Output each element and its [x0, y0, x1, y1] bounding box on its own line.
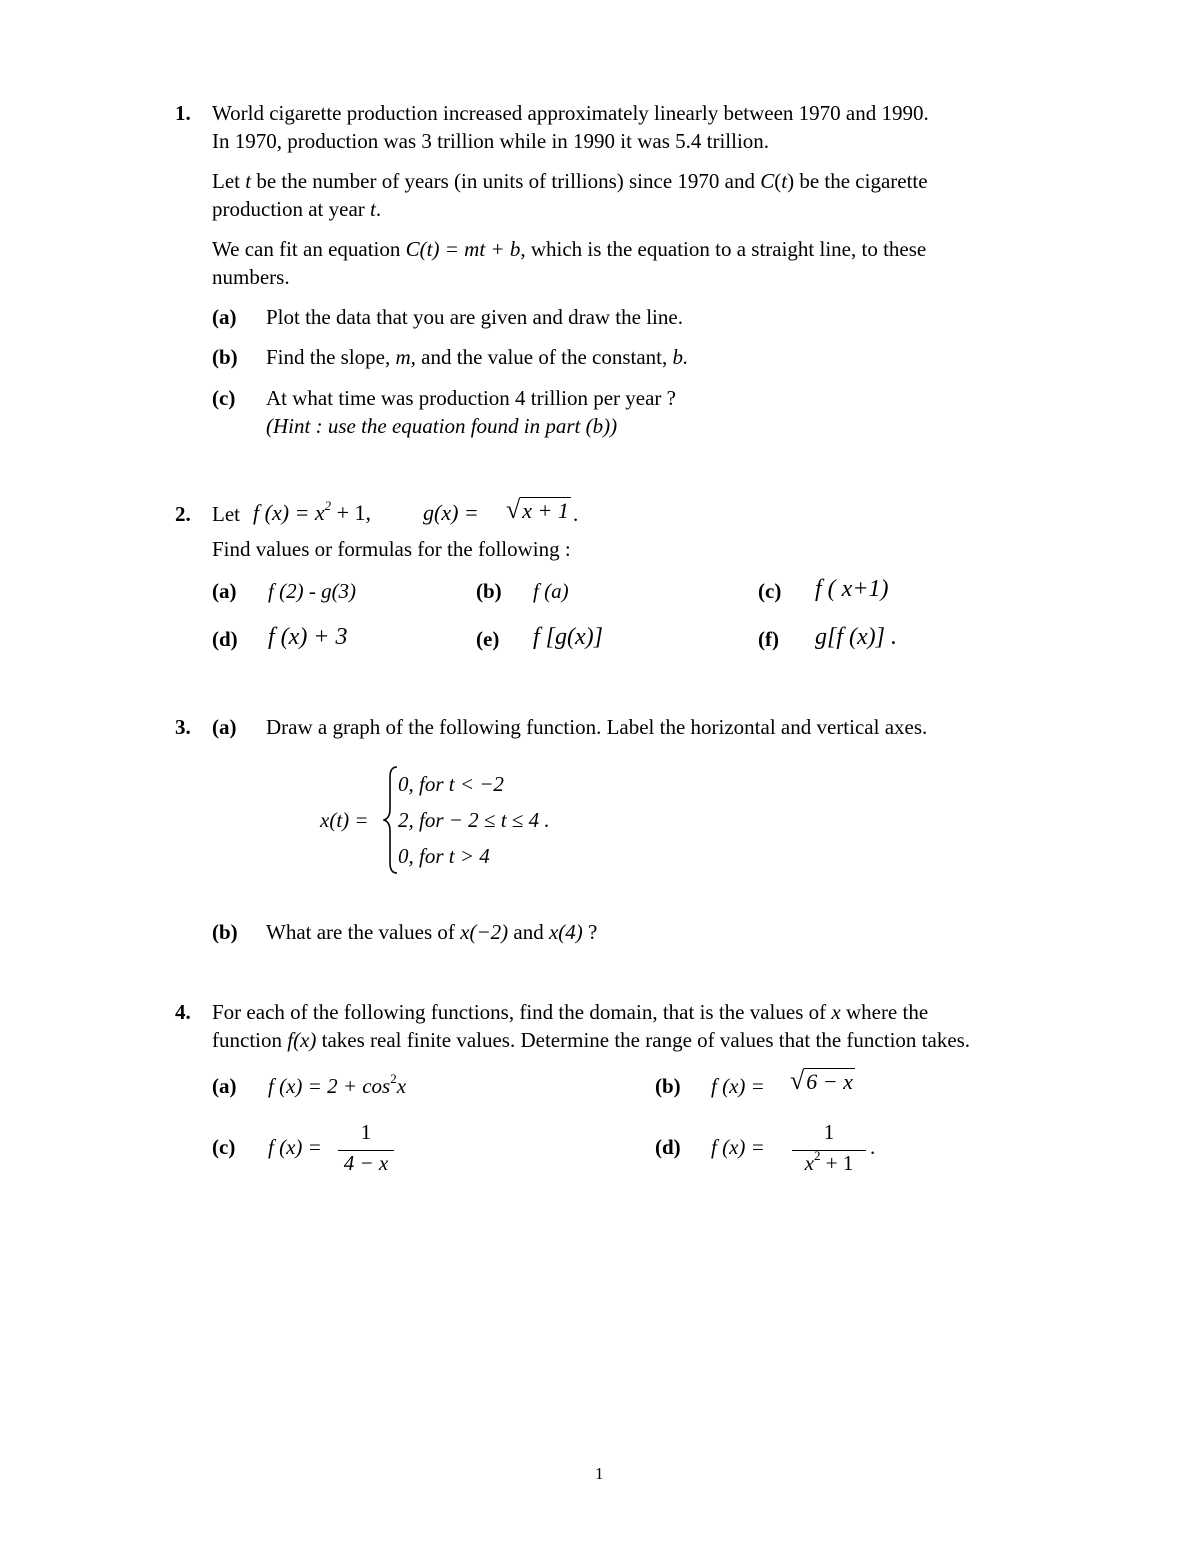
- question-number: 1.: [175, 101, 191, 125]
- q1-paragraph3-line1: We can fit an equation C(t) = mt + b, which is the equation to a straight line, to these: [212, 237, 927, 261]
- item-expr: f (x) =: [711, 1135, 765, 1159]
- item-expr: f $(x) = 2 + \cos^2x$: [268, 1071, 407, 1098]
- q1-paragraph2-line2: production at year t.: [212, 197, 382, 221]
- sqrt-expr: √6 − x: [790, 1066, 853, 1095]
- left-brace-icon: [383, 765, 399, 875]
- fraction: [792, 1118, 866, 1180]
- part-label: (b): [212, 920, 238, 944]
- q2-instruction: Find values or formulas for the following :: [212, 537, 571, 561]
- part-label: (b): [212, 345, 238, 369]
- item-label: (b): [476, 579, 502, 603]
- question-number: 3.: [175, 715, 191, 739]
- part-text: What are the values of x(−2) and x(4) ?: [266, 920, 598, 944]
- item-label: (c): [212, 1135, 236, 1159]
- part-label: (a): [212, 305, 237, 329]
- period: .: [870, 1135, 876, 1159]
- item-expr: f [g(x)]: [533, 624, 603, 650]
- part-text: At what time was production 4 trillion per year ?: [266, 386, 676, 410]
- g-sqrt: √x + 1: [506, 495, 569, 524]
- f-definition: f $(x) = x^2 + 1$,: [253, 498, 372, 525]
- item-label: (d): [212, 627, 238, 651]
- piecewise-case: 0, for t < −2: [398, 772, 504, 796]
- piecewise-case: 2, for − 2 ≤ t ≤ 4 .: [398, 808, 550, 832]
- question-number: 2.: [175, 502, 191, 526]
- numerator: 1: [360, 1120, 372, 1144]
- item-expr: f ( x+1): [815, 576, 889, 602]
- item-expr: f (x) + 3: [268, 624, 348, 650]
- item-label: (a): [212, 579, 237, 603]
- let-text: Let: [212, 502, 240, 526]
- q1-paragraph2-line1: Let t be the number of years (in units of trillions) since 1970 and C(t) be the cigarette: [212, 169, 928, 193]
- item-label: (f): [758, 627, 779, 651]
- item-expr: f (x) =: [711, 1074, 765, 1098]
- part-text: Plot the data that you are given and draw the line.: [266, 305, 683, 329]
- q4-line1: For each of the following functions, find the domain, that is the values of x where the: [212, 1000, 929, 1024]
- item-expr: f (2) - g(3): [268, 579, 357, 603]
- page-number: 1: [595, 1464, 604, 1483]
- q4-line2: function f(x) takes real finite values. Determine the range of values that the function takes.: [212, 1028, 971, 1052]
- q1-paragraph3-line2: numbers.: [212, 265, 290, 289]
- q1-line1: World cigarette production increased approximately linearly between 1970 and 1990.: [212, 101, 929, 125]
- fraction: [338, 1118, 394, 1177]
- hint-text: (Hint : use the equation found in part (b)): [266, 414, 618, 438]
- item-expr: g[f (x)] .: [815, 624, 897, 650]
- numerator: 1: [823, 1120, 835, 1144]
- item-label: (b): [655, 1074, 681, 1098]
- g-definition: g(x) =: [423, 500, 479, 525]
- g-period: .: [573, 502, 579, 526]
- piecewise-lhs: x(t) =: [320, 808, 369, 832]
- denominator: 4 − x: [343, 1151, 389, 1175]
- item-label: (c): [758, 579, 782, 603]
- part-label: (c): [212, 386, 236, 410]
- item-expr: f (a): [533, 579, 569, 603]
- item-expr: f (x) =: [268, 1135, 322, 1159]
- part-text: Draw a graph of the following function. Label the horizontal and vertical axes.: [266, 715, 928, 739]
- part-label: (a): [212, 715, 237, 739]
- question-number: 4.: [175, 1000, 191, 1024]
- item-label: (e): [476, 627, 500, 651]
- denominator: $x^2 + 1$: [804, 1148, 854, 1175]
- part-text: Find the slope, m, and the value of the constant, b.: [266, 345, 689, 369]
- item-label: (d): [655, 1135, 681, 1159]
- item-label: (a): [212, 1074, 237, 1098]
- q1-line2: In 1970, production was 3 trillion while in 1990 it was 5.4 trillion.: [212, 129, 770, 153]
- piecewise-case: 0, for t > 4: [398, 844, 490, 868]
